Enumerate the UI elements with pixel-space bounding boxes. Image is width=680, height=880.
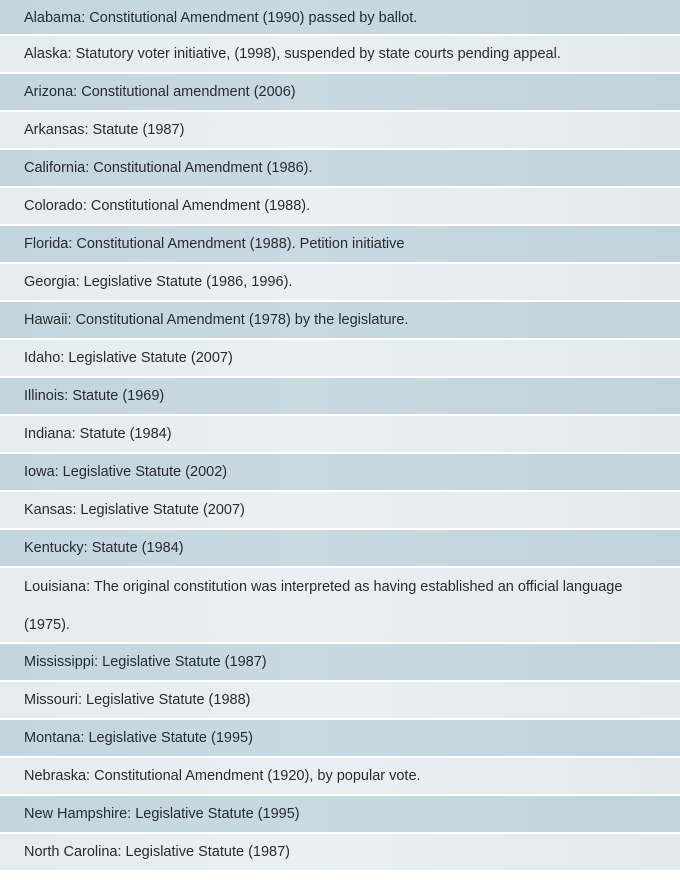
list-item: Idaho: Legislative Statute (2007) xyxy=(0,340,680,378)
list-item-text: Louisiana: The original constitution was interpreted as having established an official language (1975). xyxy=(24,579,623,633)
list-item: North Carolina: Legislative Statute (1987) xyxy=(0,834,680,872)
list-item: Nebraska: Constitutional Amendment (1920), by popular vote. xyxy=(0,758,680,796)
list-item: Missouri: Legislative Statute (1988) xyxy=(0,682,680,720)
list-item: Montana: Legislative Statute (1995) xyxy=(0,720,680,758)
list-item: Hawaii: Constitutional Amendment (1978) by the legislature. xyxy=(0,302,680,340)
list-item: Arkansas: Statute (1987) xyxy=(0,112,680,150)
list-item: Georgia: Legislative Statute (1986, 1996). xyxy=(0,264,680,302)
list-item: Kentucky: Statute (1984) xyxy=(0,530,680,568)
list-item: New Hampshire: Legislative Statute (1995) xyxy=(0,796,680,834)
list-item: Alabama: Constitutional Amendment (1990) passed by ballot. xyxy=(0,0,680,36)
list-item: Indiana: Statute (1984) xyxy=(0,416,680,454)
list-item: California: Constitutional Amendment (1986). xyxy=(0,150,680,188)
list-item: Iowa: Legislative Statute (2002) xyxy=(0,454,680,492)
list-item: Illinois: Statute (1969) xyxy=(0,378,680,416)
list-item: Florida: Constitutional Amendment (1988). Petition initiative xyxy=(0,226,680,264)
list-item: Mississippi: Legislative Statute (1987) xyxy=(0,644,680,682)
list-item: Arizona: Constitutional amendment (2006) xyxy=(0,74,680,112)
list-item: Colorado: Constitutional Amendment (1988). xyxy=(0,188,680,226)
list-item xyxy=(0,568,680,644)
list-item: Alaska: Statutory voter initiative, (1998), suspended by state courts pending appeal. xyxy=(0,36,680,74)
list-item: Kansas: Legislative Statute (2007) xyxy=(0,492,680,530)
